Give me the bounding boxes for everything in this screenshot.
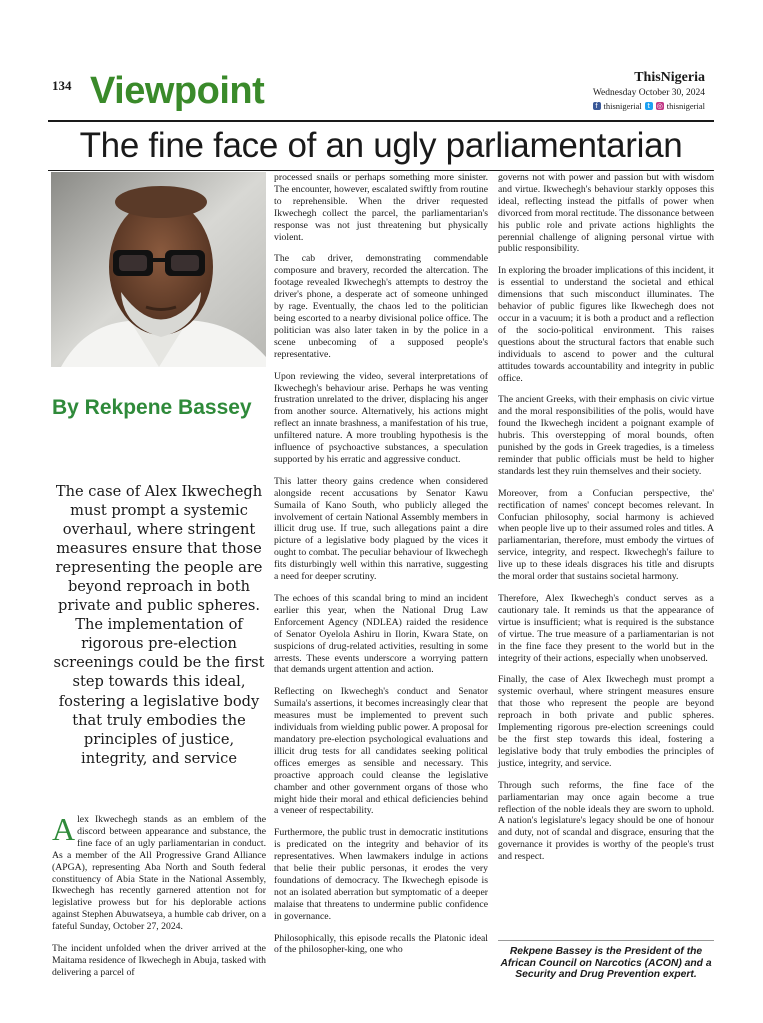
byline: By Rekpene Bassey [52,396,252,419]
publication-name: ThisNigeria [634,70,705,85]
bio-divider [498,940,714,941]
social-handle-2: thisnigerial [666,101,705,111]
article-column-1 [52,811,266,989]
paragraph: Reflecting on Ikwechegh's conduct and Senator Sumaila's assertions, it becomes increasingly clear that measures must be implemented to prevent such individuals from wielding public power. A proposal for mandatory pre-election psychological evaluations and illicit drug tests for all candidates seeking political offices emerges as sensible and necessary. This proactive approach could cleanse the legislative chamber and other government organs of those who might hide their moral and ethical deficiencies behind a veneer of respectability. [274,686,488,817]
article-column-3 [498,172,714,873]
masthead [593,70,706,111]
instagram-icon: ◎ [656,102,663,110]
author-bio: Rekpene Bassey is the President of the African Council on Narcotics (ACON) and a Security and Drug Prevention expert. [500,946,712,981]
author-portrait-image [51,172,266,367]
paragraph: governs not with power and passion but with wisdom and virtue. Ikwechegh's behaviour starkly opposes this ideal, reflecting instead the pitfalls of power when divorced from moral rectitude. The dissonance between his public role and private actions highlights the perennial challenge of aligning personal virtue with public responsibility. [498,172,714,255]
paragraph: This latter theory gains credence when considered alongside recent accusations by Senator Kawu Sumaila of Kano South, who publicly alleged the involvement of certain National Assembly members in illicit drug use. If true, such allegations paint a dire picture of a legislative body plagued by the vices it ought to combat. The peculiar behaviour of Ikwechegh fits disturbingly well within this narrative, suggesting a need for deeper scrutiny. [274,475,488,583]
paragraph: processed snails or perhaps something more sinister. The encounter, however, escalated swiftly from routine to reprehensible. When the driver requested Ikwechegh collect the parcel, the parliamentarian's response was not just threatening but physically violent. [274,172,488,243]
headline: The fine face of an ugly parliamentarian [79,126,683,165]
paragraph: The echoes of this scandal bring to mind an incident earlier this year, when the National Drug Law Enforcement Agency (NDLEA) raided the residence of Senator Oyelola Ashiru in Ilorin, Kwara State, on suspicions of drug-related activities, resulting in some arrests. These events underscore a worrying pattern that demands urgent attention and action. [274,593,488,676]
twitter-icon: t [645,102,653,110]
paragraph: The ancient Greeks, with their emphasis on civic virtue and the moral responsibilities of the polis, would have found the Ikwechegh incident a poignant example of hubris. This overstepping of moral bounds, often punished by the gods in Greek tragedies, is a timeless reminder that public officials must be held to higher standards lest they ruin themselves and their society. [498,394,714,477]
paragraph: Upon reviewing the video, several interpretations of Ikwechegh's behaviour arise. Perhaps he was venting frustration unrelated to the driver, displacing his anger from another source. Alternatively, his actions might reflect an innate brashness, a manifestation of his true, unfiltered nature. A more troubling hypothesis is the influence of psychoactive substances, a speculation supported by his erratic and aggressive conduct. [274,370,488,465]
header-rule [48,120,714,122]
paragraph: Through such reforms, the fine face of the parliamentarian may once again become a true reflection of the noble ideals they are sworn to uphold. A nation's legislature's legacy should be one of honour and duty, not of scandal and disgrace, ensuring that the governance it provides is worthy of the people's trust and respect. [498,779,714,863]
paragraph: The cab driver, demonstrating commendable composure and bravery, recorded the altercation. The footage revealed Ikwechegh's attempts to destroy the driver's phone, a desperate act of someone unhinged by rage. Eventually, the chaos led to the politician being escorted to a nearby divisional police office. The politician was also later taken in by the police in a scene unbecoming of a supposed people's representative. [274,253,488,360]
headline-rule [48,170,714,171]
paragraph-text: lex Ikwechegh stands as an emblem of the discord between appearance and substance, the fine face of an ugly parliamentarian in conduct. As a member of the All Progressive Grand Alliance (APGA), representing Aba North and South federal constituency of Abia State in the National Assembly, Ikwechegh has recently garnered attention not for legislative prowess but for his deplorable actions against Stephen Abuwatseya, a humble cab driver, on a fateful Sunday, October 27, 2024. [52,814,266,933]
pull-quote: The case of Alex Ikwechegh must prompt a systemic overhaul, where stringent measures ensure that those representing the people are beyond reproach in both private and public spheres. The implementation of rigorous pre-election screenings could be the first step towards this ideal, fostering a legislative body that truly embodies the principles of justice, integrity, and service [53,483,265,767]
article-column-2 [274,172,488,966]
paragraph: In exploring the broader implications of this incident, it is essential to understand the societal and ethical dimensions that such misconduct illuminates. The behavior of public figures like Ikwechegh does not occur in a vacuum; it is both a product and a reflection of the socio-political environment. This raises questions about the structural factors that enable such individuals to ascend to power and the cultural attitudes towards accountability and integrity in public office. [498,265,714,384]
paragraph: The incident unfolded when the driver arrived at the Maitama residence of Ikwechegh in Abuja, tasked with delivering a parcel of [52,943,266,978]
author-photo [51,172,266,367]
social-handle-1: thisnigerial [603,101,642,111]
facebook-icon: f [593,102,601,110]
social-handles [593,101,706,111]
paragraph [52,811,266,933]
paragraph: Finally, the case of Alex Ikwechegh must prompt a systemic overhaul, where stringent measures ensure that those who represent the people are beyond reproach in both private and public spheres. Implementing rigorous pre-election screenings could be the first step towards this ideal, fostering a legislative body that truly embodies the principles of justice, integrity, and service. [498,674,714,769]
page-number: 134 [52,78,72,93]
section-title: Viewpoint [90,70,265,112]
issue-date: Wednesday October 30, 2024 [592,88,705,98]
paragraph: Philosophically, this episode recalls the Platonic ideal of the philosopher-king, one who [274,932,488,956]
paragraph: Therefore, Alex Ikwechegh's conduct serves as a cautionary tale. It reminds us that the appearance of virtue is insufficient; what is required is the substance of virtue. The true measure of a parliamentarian is not in the fine face they present to the world but in the integrity of their actions, especially when unobserved. [498,593,714,664]
paragraph: Moreover, from a Confucian perspective, the' rectification of names' concept becomes relevant. In Confucian philosophy, social harmony is achieved when people live up to their assumed roles and titles. A parliamentarian, therefore, must embody the virtues of service, integrity, and respect. Ikwechegh's failure to live up to these ideals disgraces his title and disrupts the moral order that sustains societal harmony. [498,487,714,583]
drop-cap: A [52,811,76,847]
paragraph: Furthermore, the public trust in democratic institutions is predicated on the integrity and behavior of its representatives. When lawmakers indulge in actions that belie their public personas, it erodes the very foundations of democracy. The Ikwechegh episode is not an isolated aberration but symptomatic of a deeper malaise that threatens to undermine public confidence in governance. [274,827,488,922]
